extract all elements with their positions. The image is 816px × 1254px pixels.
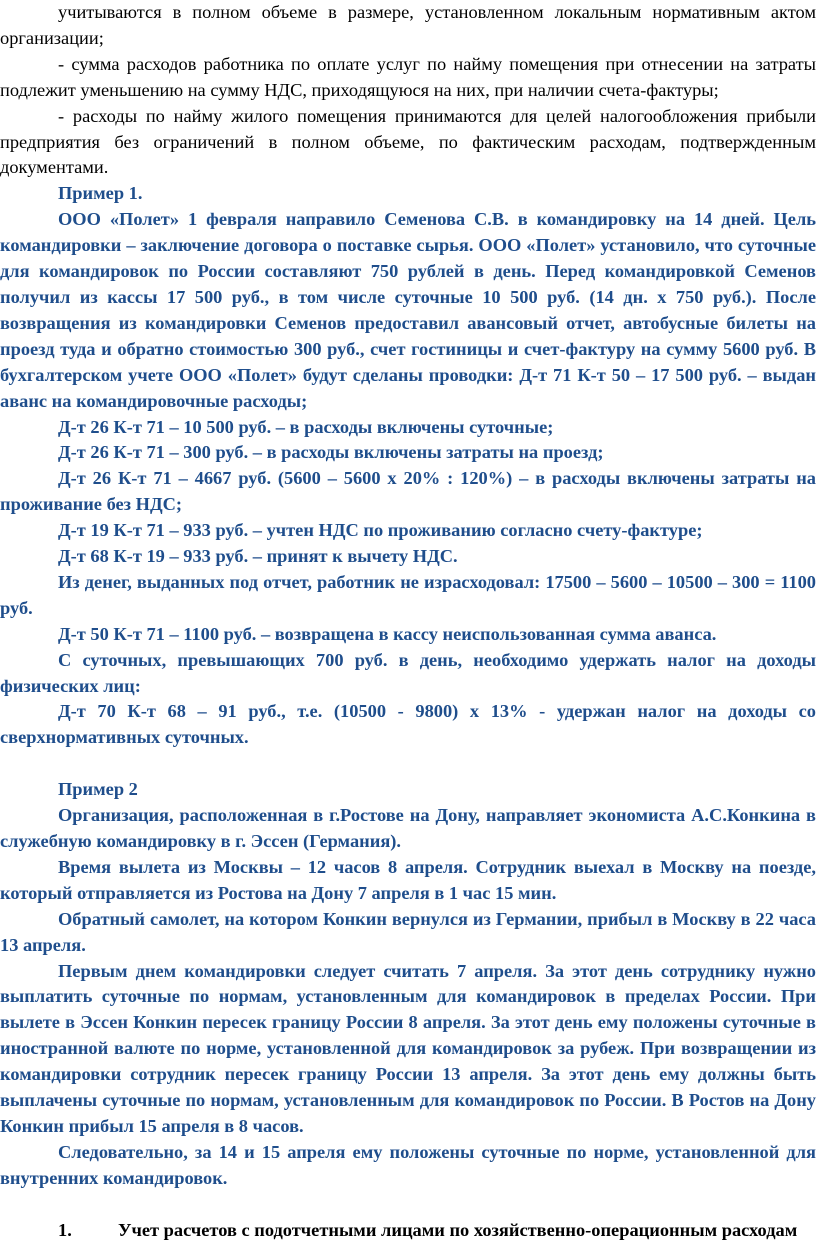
intro-paragraph-2: - сумма расходов работника по оплате услуг по найму помещения при отнесении на затраты подлежит уменьшению на сумму НДС, приходящуюся на них, при наличии счета-фактуры; (0, 53, 816, 100)
example1-entry: Д-т 19 К-т 71 – 933 руб. – учтен НДС по проживанию согласно счету-фактуре; (58, 520, 703, 541)
example2-paragraph: Обратный самолет, на котором Конкин вернулся из Германии, прибыл в Москву в 22 часа 13 апреля. (0, 908, 816, 955)
example1-entry: Д-т 26 К-т 71 – 300 руб. – в расходы включены затраты на проезд; (58, 442, 604, 463)
example2-title: Пример 2 (58, 779, 138, 800)
example1-paragraph: Из денег, выданных под отчет, работник не израсходовал: 17500 – 5600 – 10500 – 300 = 1100 руб. (0, 571, 816, 618)
example1-entry: Д-т 26 К-т 71 – 10 500 руб. – в расходы включены суточные; (58, 416, 554, 437)
example1-entry: Д-т 50 К-т 71 – 1100 руб. – возвращена в кассу неиспользованная сумма аванса. (58, 623, 717, 644)
example1-entry: Д-т 68 К-т 19 – 933 руб. – принят к вычету НДС. (58, 546, 458, 567)
example1-title: Пример 1. (58, 183, 143, 204)
blank-line (0, 1192, 816, 1218)
example1-paragraph: ООО «Полет» 1 февраля направило Семенова С.В. в командировку на 14 дней. Цель командировки – заключение договора о поставке сырья. ООО «Полет» установило, что суточные для командировок по России составляют 750 рублей в день. Перед командировкой Семенов получил из кассы 17 500 руб., в том числе суточные 10 500 руб. (14 дн. х 750 руб.). После возвращения из командировки Семенов предоставил авансовый отчет, автобусные билеты на проезд туда и обратно стоимостью 300 руб., счет гостиницы и счет-фактуру на сумму 5600 руб. В бухгалтерском учете ООО «Полет» будут сделаны проводки: Д-т 71 К-т 50 – 17 500 руб. – выдан аванс на командировочные расходы; (0, 209, 816, 411)
intro-paragraph-3: - расходы по найму жилого помещения принимаются для целей налогообложения прибыли предприятия без ограничений в полном объеме, по фактическим расходам, подтвержденным документами. (0, 105, 816, 178)
example2-paragraph: Первым днем командировки следует считать 7 апреля. За этот день сотруднику нужно выплатить суточные по нормам, установленным для командировок в пределах России. При вылете в Эссен Конкин пересек границу России 8 апреля. За этот день ему положены суточные в иностранной валюте по норме, установленной для командировок за рубеж. При возвращении из командировки сотрудник пересек границу России 13 апреля. За этот день ему должны быть выплачены суточные по нормам, установленным для командировок по России. В Ростов на Дону Конкин прибыл 15 апреля в 8 часов. (0, 960, 816, 1136)
example1-entry: Д-т 70 К-т 68 – 91 руб., т.е. (10500 - 9800) х 13% - удержан налог на доходы со сверхнормативных суточных. (0, 701, 816, 748)
example1-paragraph: С суточных, превышающих 700 руб. в день, необходимо удержать налог на доходы физических лиц: (0, 649, 816, 696)
example1-entry: Д-т 26 К-т 71 – 4667 руб. (5600 – 5600 х 20% : 120%) – в расходы включены затраты на проживание без НДС; (0, 468, 816, 515)
example2-paragraph: Организация, расположенная в г.Ростове на Дону, направляет экономиста А.С.Конкина в служебную командировку в г. Эссен (Германия). (0, 805, 816, 851)
example2-paragraph: Время вылета из Москвы – 12 часов 8 апреля. Сотрудник выехал в Москву на поезде, который отправляется из Ростова на Дону 7 апреля в 1 час 15 мин. (0, 856, 816, 903)
example2-paragraph: Следовательно, за 14 и 15 апреля ему положены суточные по норме, установленной для внутренних командировок. (0, 1141, 816, 1188)
section-heading (0, 1218, 816, 1244)
intro-paragraph-1: учитываются в полном объеме в размере, установленном локальным нормативным актом организации; (0, 2, 816, 48)
section-title: Учет расчетов с подотчетными лицами по хозяйственно-операционным расходам (118, 1219, 798, 1240)
blank-line (0, 751, 816, 777)
section-number: 1. (58, 1219, 72, 1240)
